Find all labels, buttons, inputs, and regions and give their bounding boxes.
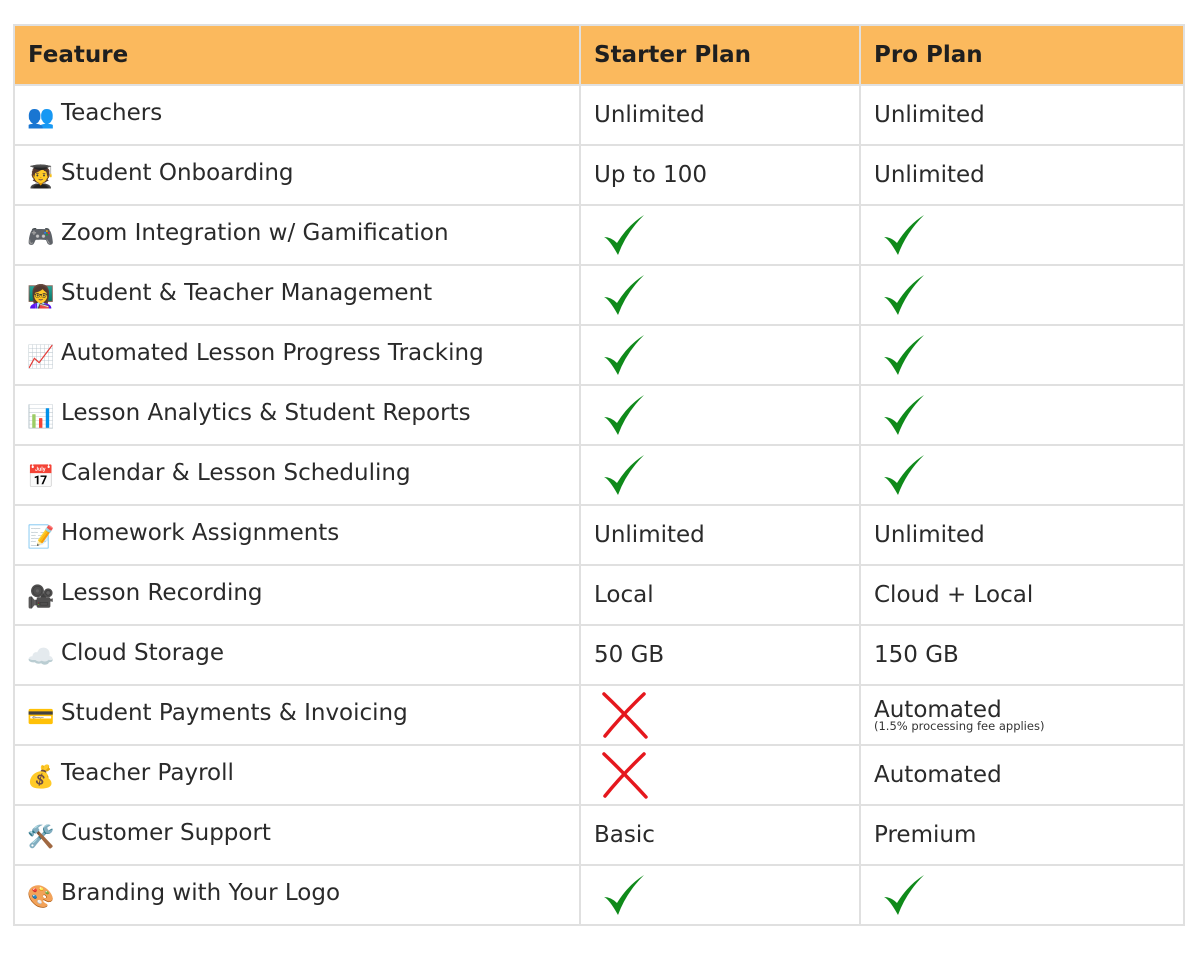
game-controller-icon: 🎮 — [27, 224, 55, 250]
starter-plan-value: 50 GB — [594, 642, 665, 668]
header-starter-plan: Starter Plan — [580, 25, 860, 85]
feature-label: Cloud Storage — [61, 639, 224, 666]
table-row — [14, 205, 1184, 265]
feature-cell — [14, 625, 580, 685]
feature-cell — [14, 145, 580, 205]
table-row — [14, 565, 1184, 625]
starter-plan-cell — [580, 145, 860, 205]
pro-plan-cell — [860, 505, 1184, 565]
checkmark-icon — [600, 391, 648, 439]
teacher-icon: 👩‍🏫 — [27, 284, 55, 310]
fee-note: (1.5% processing fee applies) — [874, 719, 1045, 733]
feature-label: Calendar & Lesson Scheduling — [61, 459, 411, 486]
pro-plan-value: Premium — [874, 822, 977, 848]
checkmark-icon — [880, 211, 928, 259]
pro-plan-value: Automated — [874, 697, 1002, 723]
feature-label: Branding with Your Logo — [61, 879, 341, 906]
feature-cell — [14, 385, 580, 445]
pro-plan-cell — [860, 445, 1184, 505]
starter-plan-cell — [580, 205, 860, 265]
feature-label: Teachers — [61, 99, 163, 126]
checkmark-icon — [880, 271, 928, 319]
table-row — [14, 745, 1184, 805]
feature-cell — [14, 805, 580, 865]
pro-plan-value: 150 GB — [874, 642, 959, 668]
table-row — [14, 145, 1184, 205]
starter-plan-cell — [580, 325, 860, 385]
pro-plan-value: Cloud + Local — [874, 582, 1034, 608]
checkmark-icon — [600, 451, 648, 499]
feature-label: Homework Assignments — [61, 519, 340, 546]
feature-label: Lesson Recording — [61, 579, 263, 606]
pro-plan-value: Unlimited — [874, 162, 985, 188]
table-row — [14, 685, 1184, 745]
header-pro-plan: Pro Plan — [860, 25, 1184, 85]
feature-cell — [14, 505, 580, 565]
table-body — [14, 85, 1184, 925]
checkmark-icon — [600, 211, 648, 259]
checkmark-icon — [600, 331, 648, 379]
palette-icon: 🎨 — [27, 884, 55, 910]
checkmark-icon — [880, 871, 928, 919]
feature-cell — [14, 325, 580, 385]
feature-label: Lesson Analytics & Student Reports — [61, 399, 471, 426]
pro-plan-cell — [860, 565, 1184, 625]
starter-plan-cell — [580, 505, 860, 565]
credit-card-icon: 💳 — [27, 704, 55, 730]
plan-comparison-table — [13, 24, 1185, 926]
starter-plan-value: Unlimited — [594, 522, 705, 548]
starter-plan-cell — [580, 85, 860, 145]
chart-increasing-icon: 📈 — [27, 344, 55, 370]
table-row — [14, 385, 1184, 445]
cross-icon — [600, 751, 648, 799]
calendar-icon: 📅 — [27, 464, 55, 490]
table-row — [14, 85, 1184, 145]
pro-plan-cell — [860, 805, 1184, 865]
cross-icon — [600, 691, 648, 739]
hammer-wrench-icon: 🛠️ — [27, 824, 55, 850]
pro-plan-cell — [860, 325, 1184, 385]
starter-plan-cell — [580, 445, 860, 505]
feature-label: Student Payments & Invoicing — [61, 699, 408, 726]
table-row — [14, 865, 1184, 925]
checkmark-icon — [600, 271, 648, 319]
starter-plan-value: Up to 100 — [594, 162, 708, 188]
money-bag-icon: 💰 — [27, 764, 55, 790]
table-row — [14, 445, 1184, 505]
feature-cell — [14, 685, 580, 745]
feature-label: Zoom Integration w/ Gamification — [61, 219, 449, 246]
starter-plan-value: Local — [594, 582, 654, 608]
starter-plan-cell — [580, 805, 860, 865]
pro-plan-cell — [860, 385, 1184, 445]
starter-plan-value: Unlimited — [594, 102, 705, 128]
pro-plan-cell — [860, 265, 1184, 325]
feature-cell — [14, 265, 580, 325]
table-row — [14, 325, 1184, 385]
student-icon: 🧑‍🎓 — [27, 164, 55, 190]
movie-camera-icon: 🎥 — [27, 584, 55, 610]
checkmark-icon — [880, 451, 928, 499]
pro-plan-cell — [860, 865, 1184, 925]
feature-cell — [14, 745, 580, 805]
starter-plan-cell — [580, 685, 860, 745]
feature-cell — [14, 205, 580, 265]
table-row — [14, 265, 1184, 325]
feature-label: Student & Teacher Management — [61, 279, 433, 306]
feature-label: Automated Lesson Progress Tracking — [61, 339, 484, 366]
pro-plan-cell — [860, 205, 1184, 265]
memo-icon: 📝 — [27, 524, 55, 550]
feature-label: Teacher Payroll — [61, 759, 234, 786]
table-row — [14, 625, 1184, 685]
bar-chart-icon: 📊 — [27, 404, 55, 430]
pro-plan-value: Automated — [874, 762, 1002, 788]
header-feature: Feature — [14, 25, 580, 85]
pro-plan-value: Unlimited — [874, 102, 985, 128]
pro-plan-cell — [860, 685, 1184, 745]
feature-label: Student Onboarding — [61, 159, 294, 186]
starter-plan-cell — [580, 745, 860, 805]
pro-plan-cell — [860, 745, 1184, 805]
pro-plan-cell — [860, 145, 1184, 205]
feature-cell — [14, 565, 580, 625]
table-row — [14, 505, 1184, 565]
starter-plan-cell — [580, 625, 860, 685]
cloud-icon: ☁️ — [27, 644, 55, 670]
feature-cell — [14, 85, 580, 145]
feature-label: Customer Support — [61, 819, 271, 846]
feature-cell — [14, 445, 580, 505]
busts-icon: 👥 — [27, 104, 55, 130]
checkmark-icon — [880, 391, 928, 439]
starter-plan-cell — [580, 565, 860, 625]
pro-plan-cell — [860, 85, 1184, 145]
pro-plan-value: Unlimited — [874, 522, 985, 548]
starter-plan-value: Basic — [594, 822, 655, 848]
feature-cell — [14, 865, 580, 925]
checkmark-icon — [880, 331, 928, 379]
starter-plan-cell — [580, 385, 860, 445]
header-row — [14, 25, 1184, 85]
table-row — [14, 805, 1184, 865]
pro-plan-cell — [860, 625, 1184, 685]
starter-plan-cell — [580, 265, 860, 325]
starter-plan-cell — [580, 865, 860, 925]
checkmark-icon — [600, 871, 648, 919]
